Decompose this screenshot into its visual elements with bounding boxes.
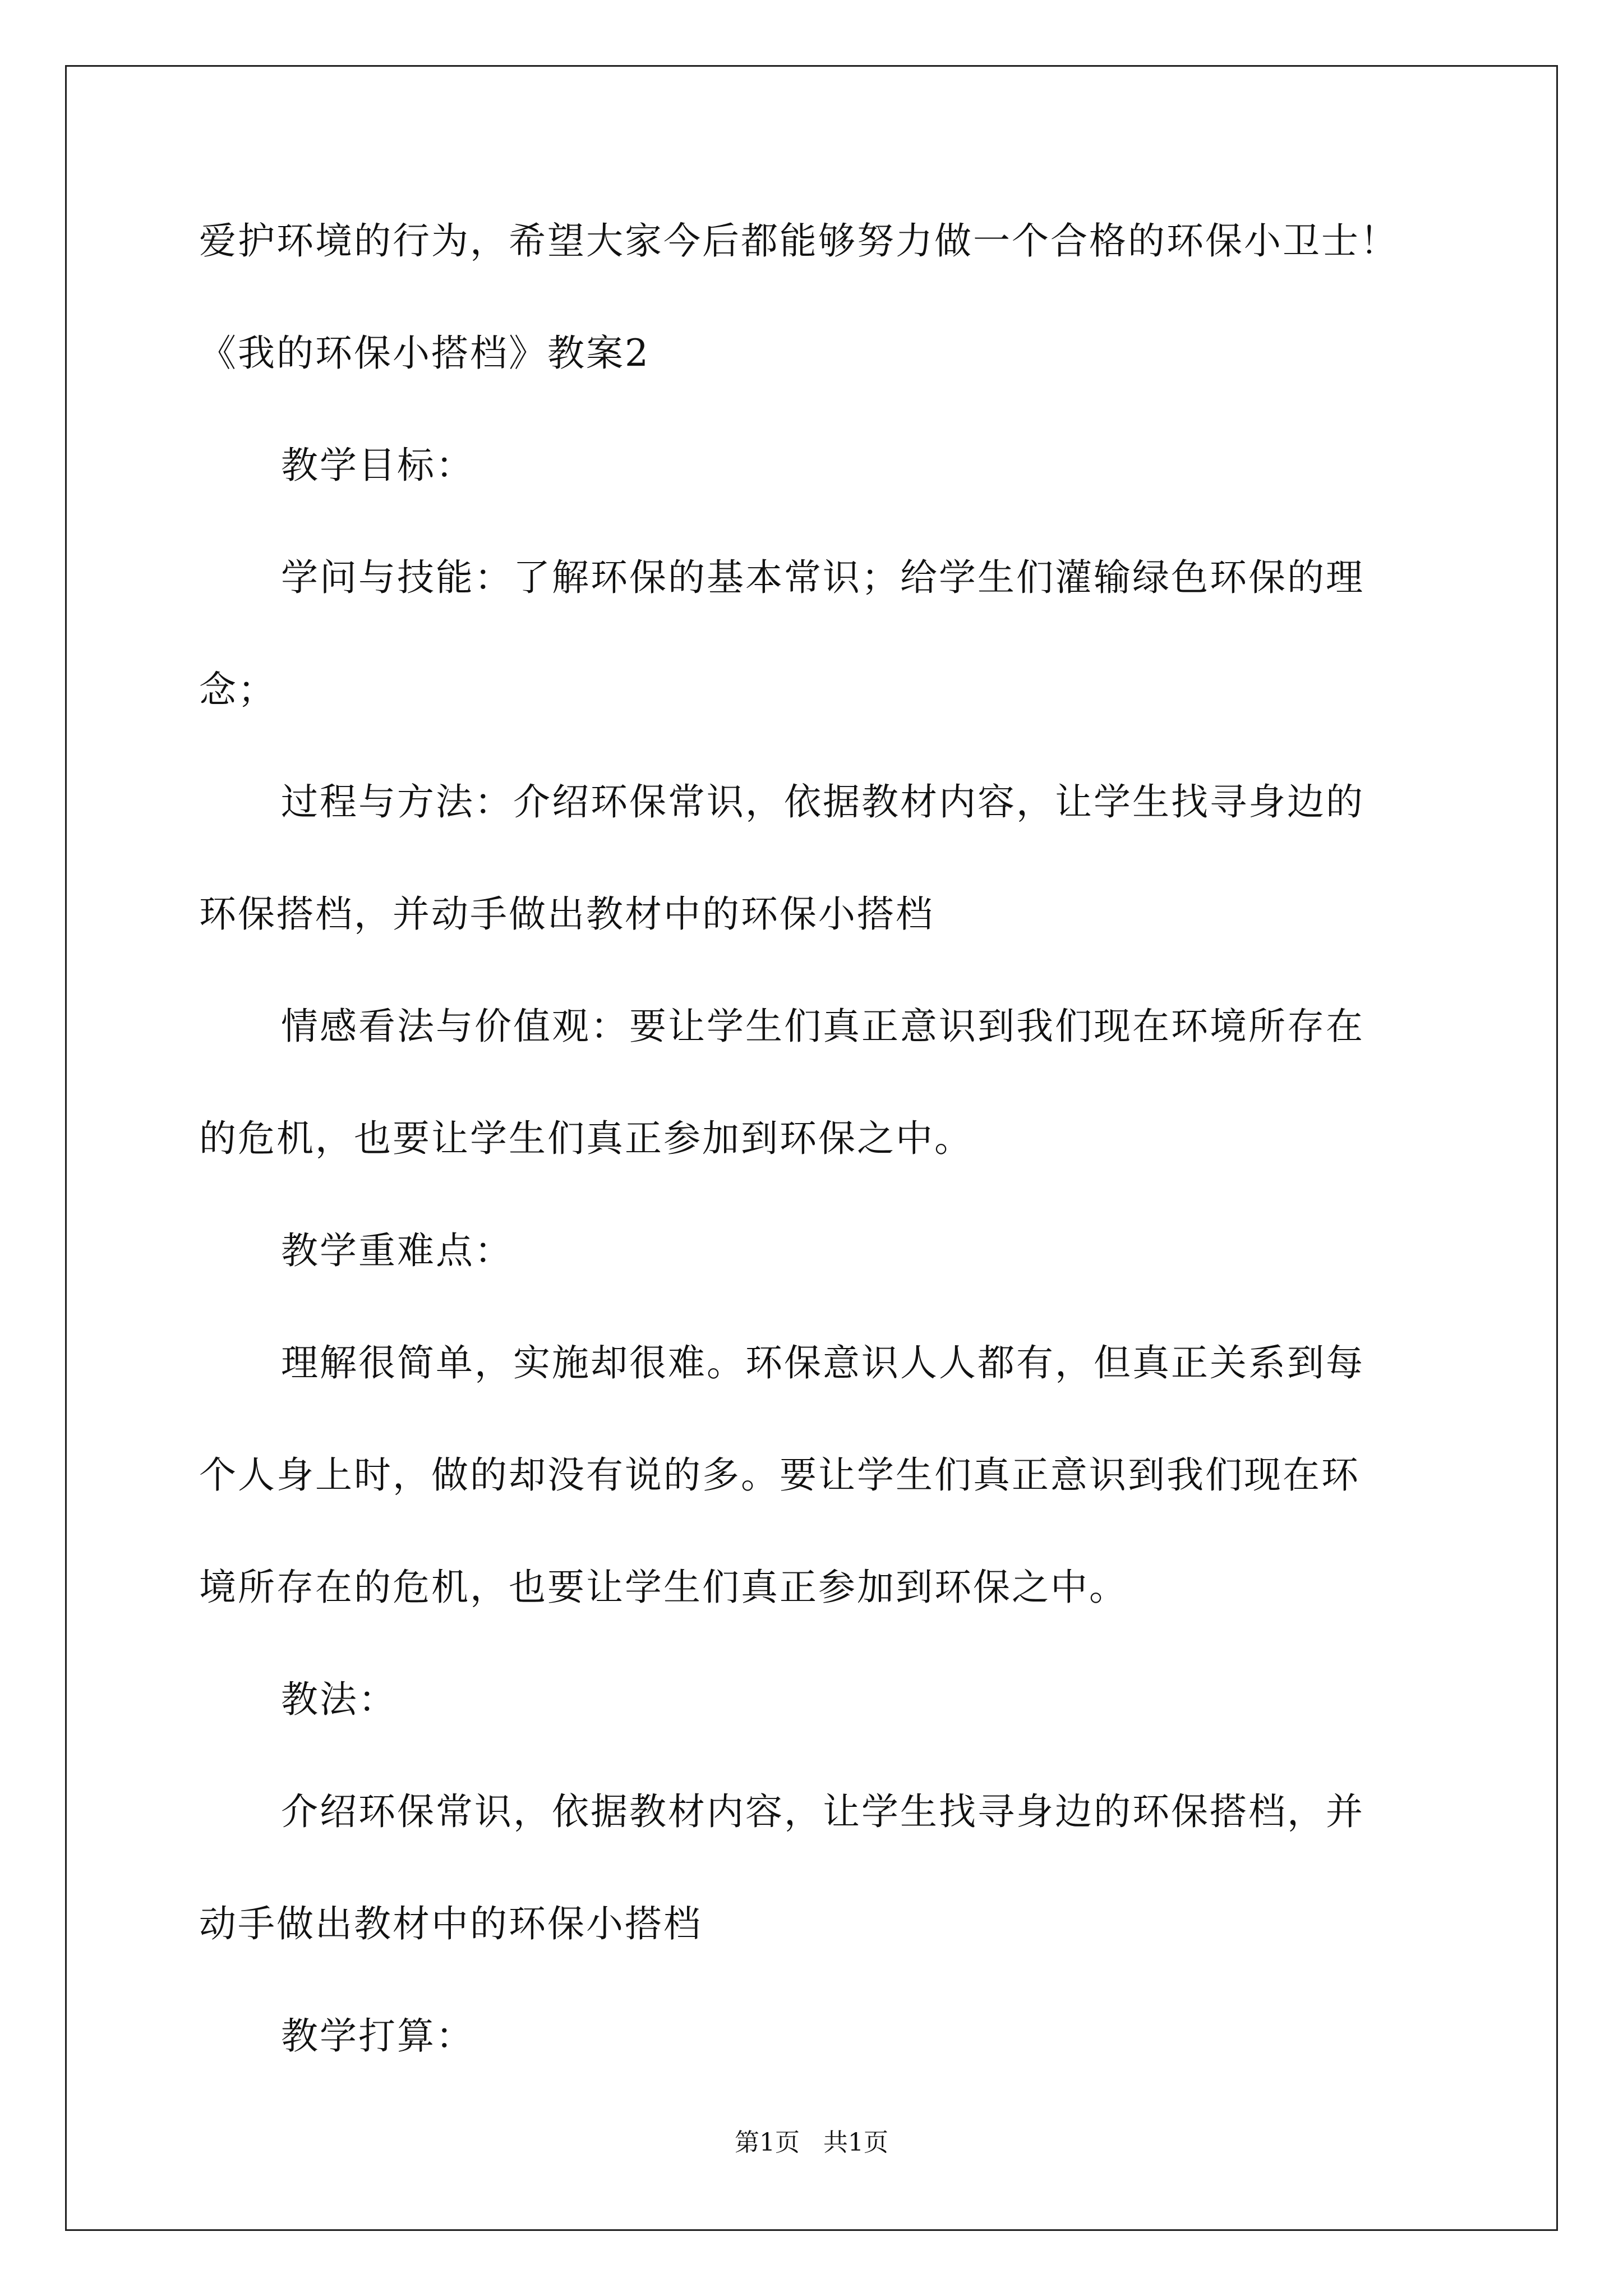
document-body	[199, 185, 1438, 2092]
heading-teaching-methods: 教法：	[281, 1678, 397, 1721]
text-line: 念；	[199, 668, 276, 711]
heading-key-difficulties: 教学重难点：	[281, 1229, 513, 1272]
text-line: 个人身上时，做的却没有说的多。要让学生们真正意识到我们现在环	[199, 1453, 1360, 1497]
section-title: 《我的环保小搭档》教案2	[199, 332, 650, 375]
text-line: 爱护环境的行为，希望大家今后都能够努力做一个合格的环保小卫士！	[199, 219, 1399, 263]
text-line: 境所存在的危机，也要让学生们真正参加到环保之中。	[199, 1566, 1128, 1609]
heading-teaching-goals: 教学目标：	[281, 444, 474, 487]
page-footer: 第1页 共1页	[735, 2128, 888, 2157]
text-line: 过程与方法：介绍环保常识，依据教材内容，让学生找寻身边的	[281, 780, 1364, 823]
text-line: 情感看法与价值观：要让学生们真正意识到我们现在环境所存在	[281, 1005, 1364, 1048]
text-line: 学问与技能：了解环保的基本常识；给学生们灌输绿色环保的理	[281, 556, 1364, 599]
text-line: 理解很简单，实施却很难。环保意识人人都有，但真正关系到每	[281, 1341, 1364, 1384]
heading-teaching-plan: 教学打算：	[281, 2014, 474, 2058]
text-line: 介绍环保常识，依据教材内容，让学生找寻身边的环保搭档，并	[281, 1790, 1364, 1833]
text-line: 环保搭档，并动手做出教材中的环保小搭档	[199, 892, 934, 936]
text-line: 的危机，也要让学生们真正参加到环保之中。	[199, 1117, 973, 1160]
text-line: 动手做出教材中的环保小搭档	[199, 1902, 702, 1945]
